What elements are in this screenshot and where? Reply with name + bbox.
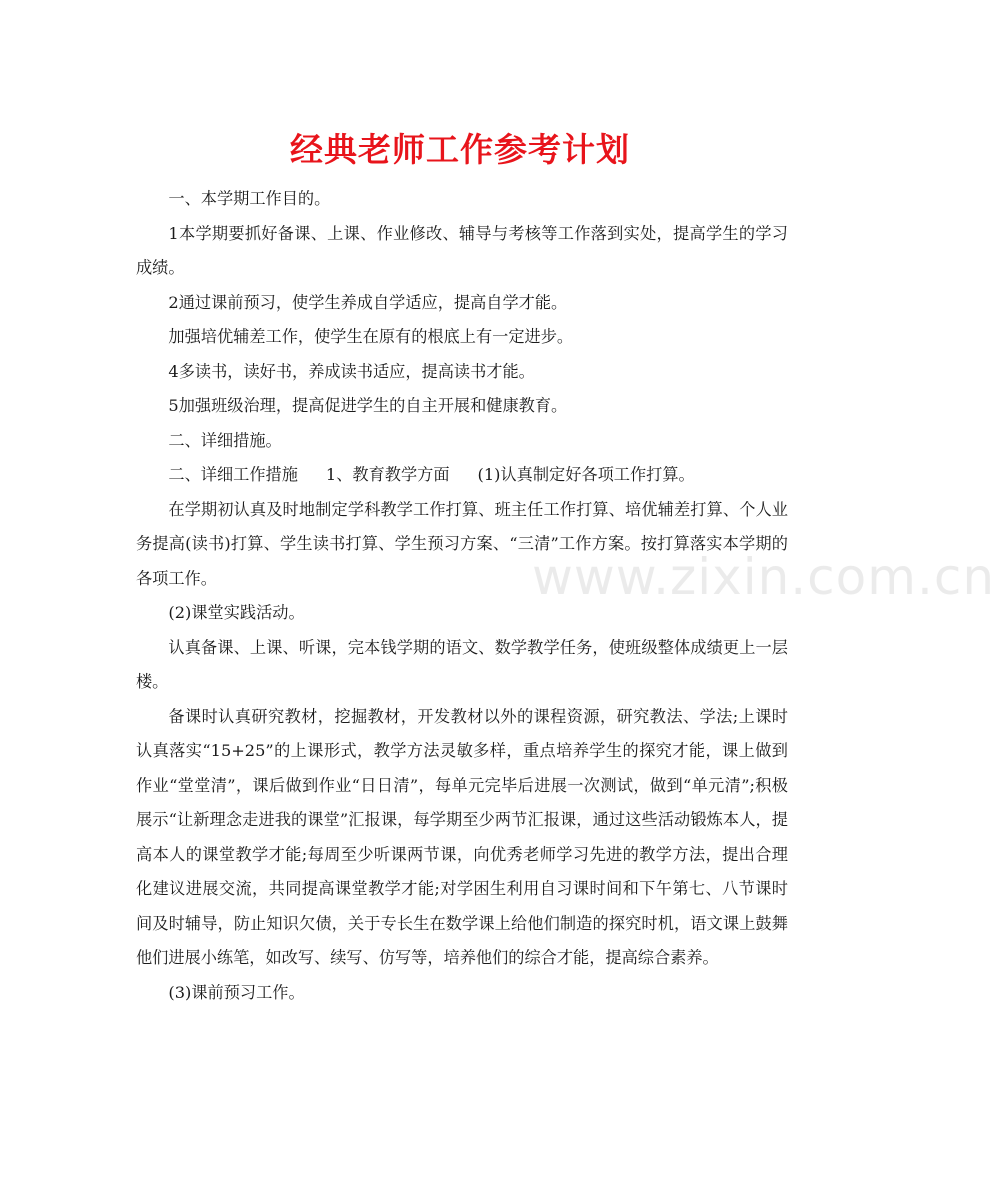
paragraph-12: 备课时认真研究教材，挖掘教材，开发教材以外的课程资源，研究教法、学法;上课时认真落实“15+25”的上课形式，教学方法灵敏多样，重点培养学生的探究才能，课上做到作业“堂堂清”，课后做到作业“日日清”，每单元完毕后进展一次测试，做到“单元清”;积极展示“让新理念走进我的课堂”汇报课，每学期至少两节汇报课，通过这些活动锻炼本人，提高本人的课堂教学才能;每周至少听课两节课，向优秀老师学习先进的教学方法，提出合理化建议进展交流，共同提高课堂教学才能;对学困生利用自习课时间和下午第七、八节课时间及时辅导，防止知识欠债，关于专长生在数学课上给他们制造的探究时机，语文课上鼓舞他们进展小练笔，如改写、续写、仿写等，培养他们的综合才能，提高综合素养。 [136,706,788,967]
paragraph-10: (2)课堂实践活动。 [168,603,305,622]
paragraph-7: 二、详细措施。 [168,430,282,450]
paragraph-6: 5加强班级治理，提高促进学生的自主开展和健康教育。 [168,396,568,415]
paragraph-13: (3)课前预习工作。 [168,982,305,1002]
paragraph-5: 4多读书，读好书，养成读书适应，提高读书才能。 [168,361,535,381]
page-title: 经典老师工作参考计划 [290,130,630,169]
measures-line [136,458,788,493]
watermark: www.zixin.com.cn [532,548,995,606]
paragraph-9: 在学期初认真及时地制定学科教学工作打算、班主任工作打算、培优辅差打算、个人业务提高(读书)打算、学生读书打算、学生预习方案、“三清”工作方案。按打算落实本学期的各项工作。 [136,499,788,588]
paragraph-4: 加强培优辅差工作，使学生在原有的根底上有一定进步。 [168,327,574,346]
paragraph-3: 2通过课前预习，使学生养成自学适应，提高自学才能。 [168,292,568,312]
measures-part-1: 二、详细工作措施 [168,465,298,484]
paragraph-1: 一、本学期工作目的。 [168,189,331,208]
measures-part-3: (1)认真制定好各项工作打算。 [477,465,695,484]
measures-part-2: 1、教育教学方面 [325,465,450,484]
document-body [136,182,788,1010]
paragraph-11: 认真备课、上课、听课，完本钱学期的语文、数学教学任务，使班级整体成绩更上一层楼。 [136,637,788,691]
paragraph-2: 1本学期要抓好备课、上课、作业修改、辅导与考核等工作落到实处，提高学生的学习成绩。 [136,223,788,277]
